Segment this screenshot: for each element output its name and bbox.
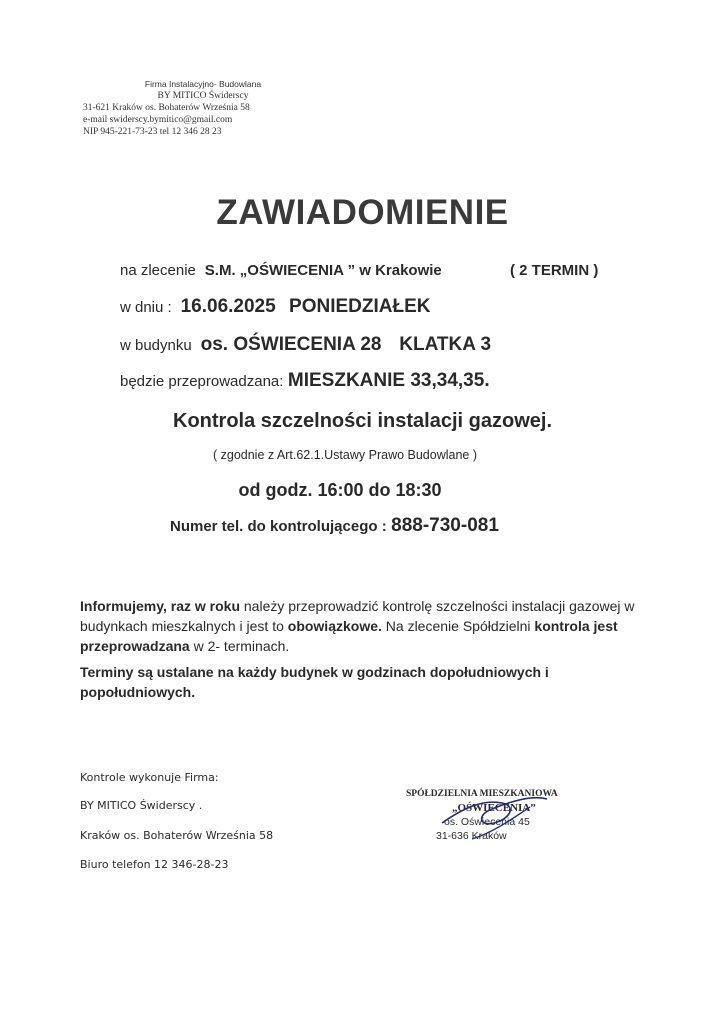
footer-line-2: BY MITICO Świderscy . — [80, 799, 203, 812]
company-address: 31-621 Kraków os. Bohaterów Września 58 — [83, 103, 250, 113]
footer-line-4: Biuro telefon 12 346-28-23 — [80, 858, 229, 871]
info-bold-3: kontrola jest przeprowadzana — [80, 618, 618, 654]
info-text-2: Na zlecenie Spółdzielni — [381, 618, 535, 634]
date-line — [120, 296, 430, 318]
day-value: PONIEDZIAŁEK — [289, 296, 431, 317]
apartments-line — [120, 370, 490, 392]
phone-number: 888-730-081 — [391, 515, 499, 536]
document-title: ZAWIADOMIENIE — [216, 193, 509, 232]
hours-line: od godz. 16:00 do 18:30 — [238, 480, 442, 500]
info-text-1: należy przeprowadzić kontrolę szczelności instalacji gazowej w budynkach mieszkalnych i jest to — [80, 598, 635, 634]
phone-line — [170, 515, 499, 537]
building-prefix: w budynku — [120, 337, 192, 354]
terms-paragraph: Terminy są ustalane na każdy budynek w godzinach dopołudniowych i popołudniowych. — [80, 664, 549, 700]
company-nip-tel: NIP 945-221-73-23 tel 12 346 28 23 — [83, 127, 222, 137]
footer-line-3: Kraków os. Bohaterów Września 58 — [80, 829, 274, 842]
commission-prefix: na zlecenie — [120, 262, 196, 279]
company-name: BY MITICO Świderscy — [157, 91, 249, 101]
inspection-heading: Kontrola szczelności instalacji gazowej. — [173, 410, 552, 432]
company-letterhead — [83, 79, 323, 138]
info-paragraph — [80, 596, 640, 656]
building-line — [120, 334, 491, 356]
info-text-3: w 2- terminach. — [189, 638, 290, 654]
stamp-line-4: 31-636 Kraków — [436, 830, 507, 842]
staircase-value: KLATKA 3 — [399, 334, 492, 355]
stamp-line-3: os. Oświecenia 45 — [444, 816, 530, 828]
info-bold-1: Informujemy, raz w roku — [80, 598, 240, 614]
stamp-line-1: SPÓŁDZIELNIA MIESZKANIOWA — [406, 789, 558, 799]
info-bold-2: obowiązkowe. — [287, 618, 382, 634]
apartments-value: MIESZKANIE 33,34,35. — [287, 370, 490, 391]
stamp-line-2: „OŚWIECENIA” — [452, 802, 536, 814]
signature-scribble — [402, 789, 582, 849]
building-value: os. OŚWIECENIA 28 — [200, 334, 382, 355]
date-prefix: w dniu : — [120, 299, 172, 316]
commission-client: S.M. „OŚWIECENIA ” w Krakowie — [204, 262, 442, 279]
company-email: e-mail swiderscy.bymitico@gmail.com — [83, 115, 233, 125]
apartments-prefix: będzie przeprowadzana: — [120, 373, 284, 390]
date-value: 16.06.2025 — [180, 296, 276, 317]
cooperative-stamp — [402, 789, 582, 849]
footer-line-1: Kontrole wykonuje Firma: — [80, 771, 219, 784]
company-type: Firma Instalacyjno- Budowlana — [144, 79, 262, 89]
legal-note: ( zgodnie z Art.62.1.Ustawy Prawo Budowlane ) — [212, 448, 478, 462]
termin-label: ( 2 TERMIN ) — [510, 262, 599, 279]
commission-line — [120, 262, 599, 280]
phone-label: Numer tel. do kontrolującego : — [170, 518, 387, 535]
